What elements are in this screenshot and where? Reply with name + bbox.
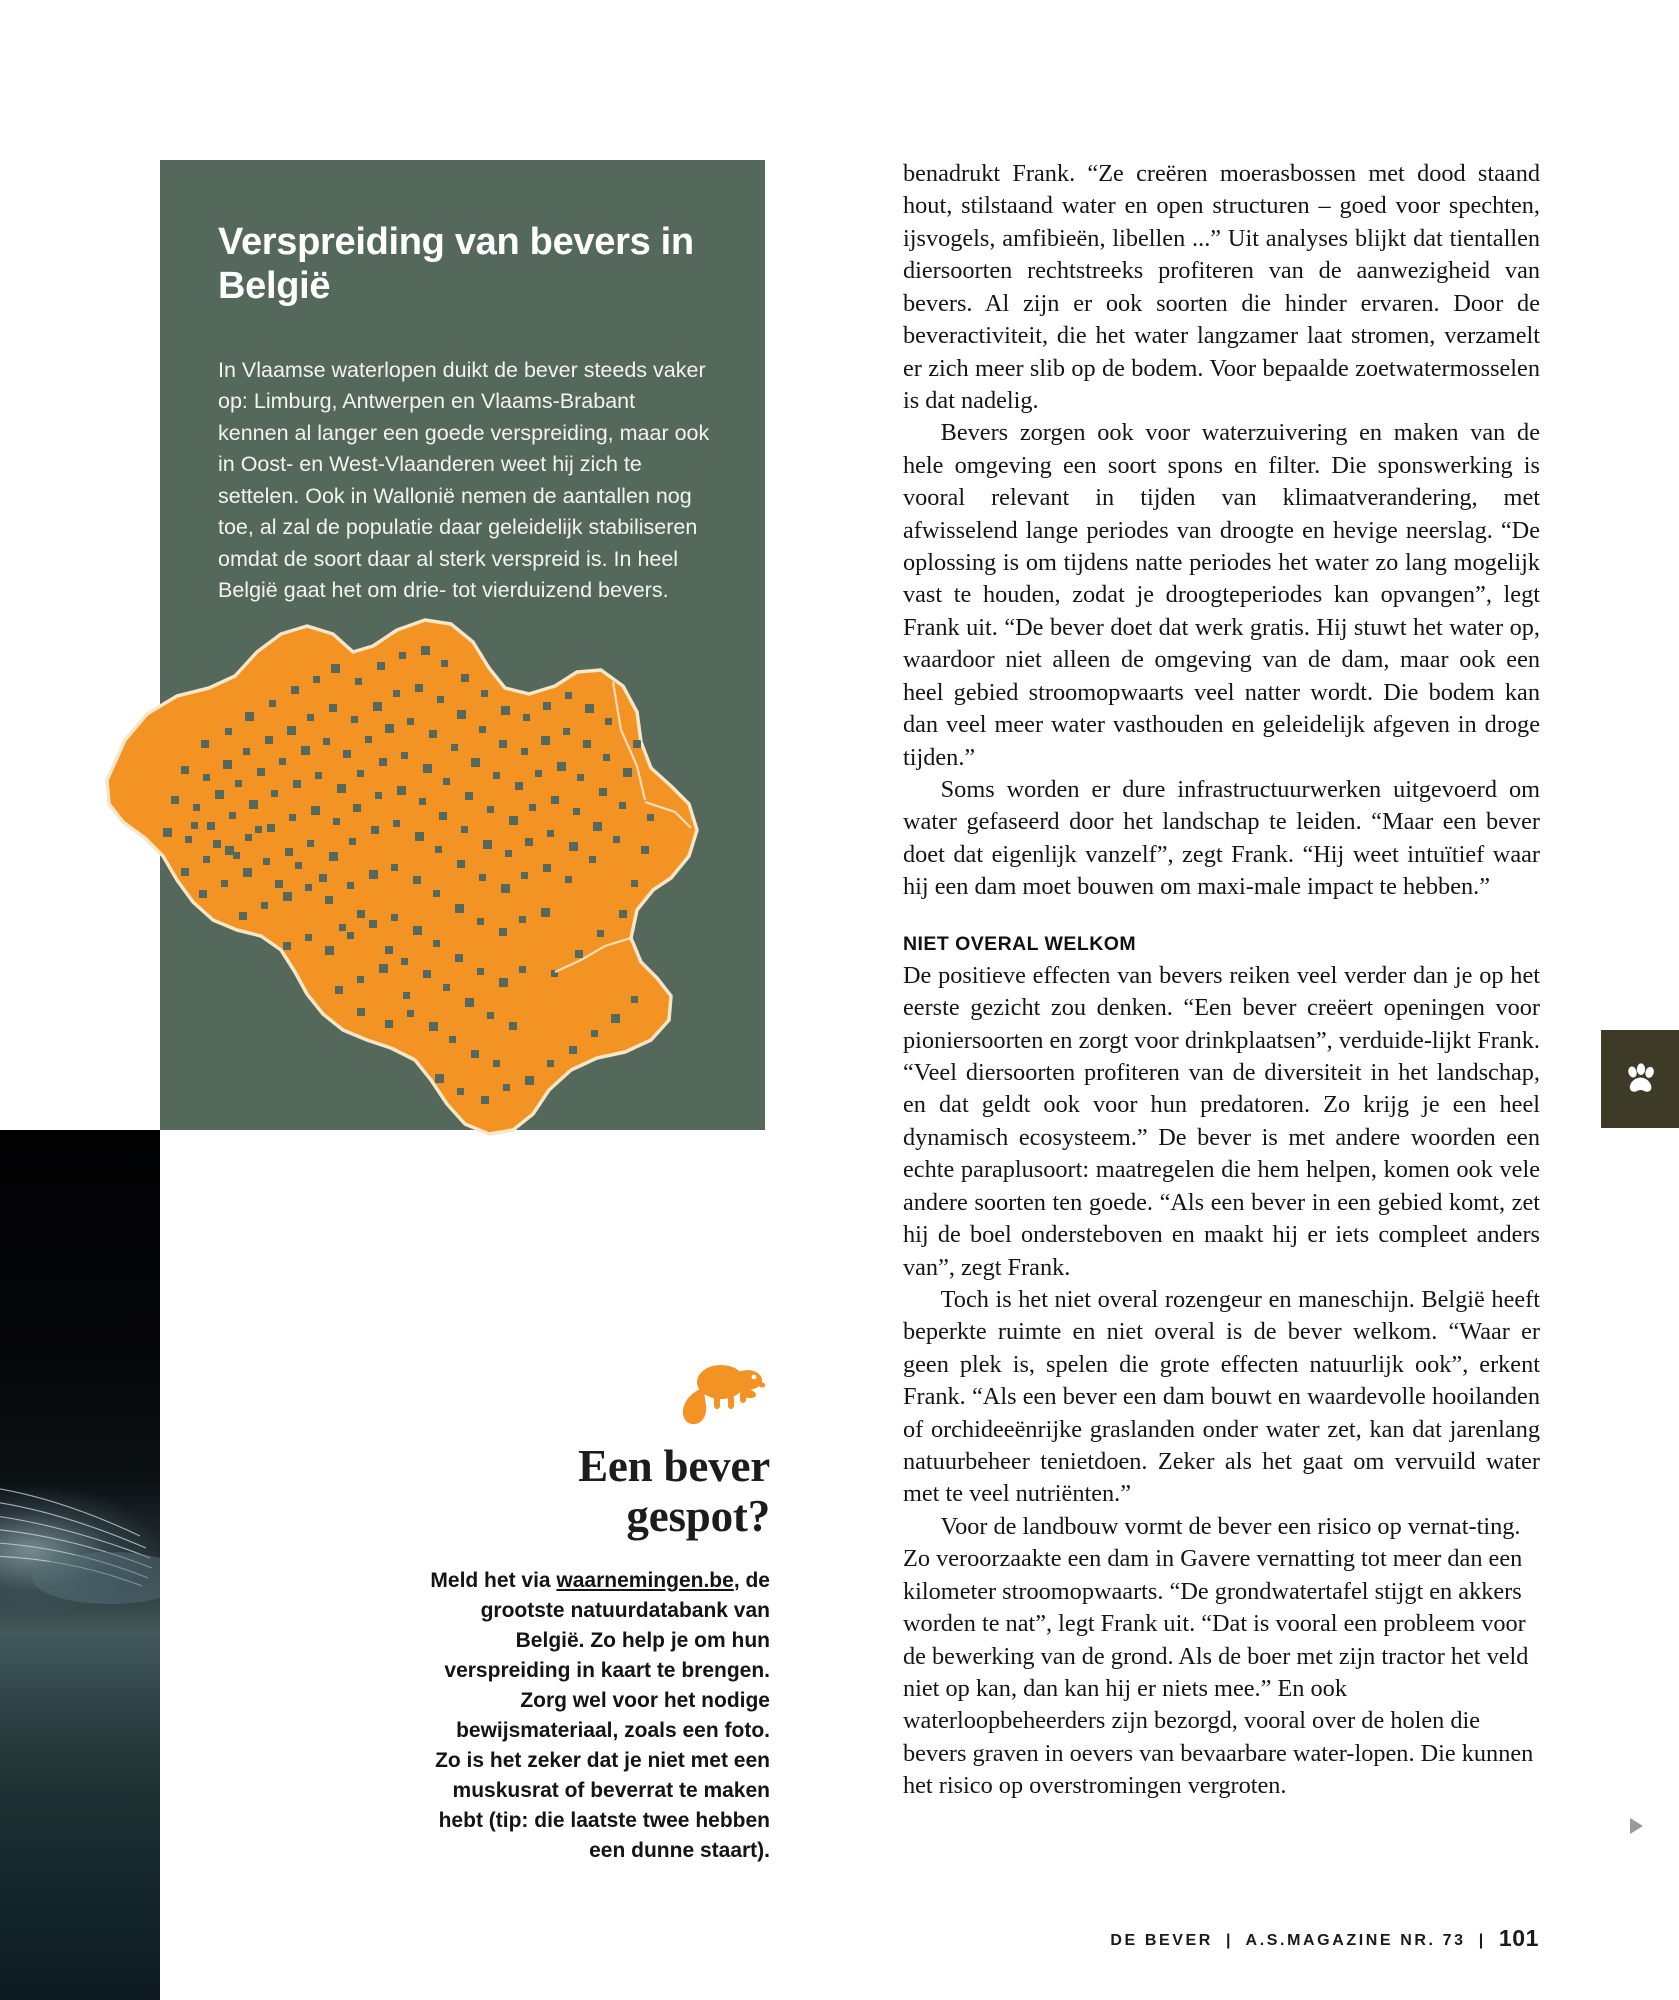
panel-title: Verspreiding van bevers in België xyxy=(218,221,694,308)
spotted-title-line1: Een bever xyxy=(578,1441,770,1491)
spotted-title-line2: gespot? xyxy=(626,1491,770,1542)
footer-separator: | xyxy=(1226,1932,1234,1949)
distribution-panel xyxy=(160,160,765,1130)
article-paragraph: Soms worden er dure infrastructuurwerken uitgevoerd om water gefaseerd door het landschap te leiden. “Maar een bever doet dat eigenlijk vanzelf”, zegt Frank. “Hij weet intuïtief waar hij een dam moet bouwen om maxi-male impact te hebben.” xyxy=(903,776,1540,901)
article-paragraph: De positieve effecten van bevers reiken veel verder dan je op het eerste gezicht zou denken. “Een bever creëert openingen voor pioniersoorten en zorgt voor drinkplaatsen”, verduide-lijkt Frank. “Veel diersoorten profiteren van de diversiteit in het landschap, en dat geldt ook voor hun predatoren. Zo krijg je een heel dynamisch ecosysteem.” De bever is met andere woorden een echte paraplusoort: maatregelen die hem helpen, komen ook vele andere soorten ten goede. “Als een bever in een gebied komt, zet hij de boel ondersteboven en maakt hij er iets compleet anders van”, zegt Frank. xyxy=(903,961,1540,1281)
article-paragraph: Bevers zorgen ook voor waterzuivering en maken van de hele omgeving een soort spons en filter. Die sponswerking is vooral relevant in tijden van klimaatverandering, met afwisselend lange periodes van droogte en hevige neerslag. “De oplossing is om tijdens natte periodes het water zo lang mogelijk vast te houden, zodat je droogteperiodes kan opvangen”, legt Frank uit. “De bever doet dat werk gratis. Hij stuwt het water op, waardoor niet alleen de omgeving van de dam, maar ook een heel gebied stroomopwaarts veel natter wordt. Die bodem kan dan veel meer water vasthouden en geleidelijk afgeven in droge tijden.” xyxy=(903,419,1540,771)
waarnemingen-link[interactable]: waarnemingen.be xyxy=(556,1568,734,1592)
spotted-title xyxy=(430,1441,770,1542)
article-paragraph: benadrukt Frank. “Ze creëren moerasbossen met dood staand hout, stilstaand water en open structuren – goed voor spechten, ijsvogels, amfibieën, libellen ...” Uit analyses blijkt dat tientallen diersoorten rechtstreeks profiteren van de aanwezigheid van bevers. Al zijn er ook soorten die hinder ervaren. Door de beveractiviteit, die het water langzamer laat stromen, verzamelt er zich meer slib op de bodem. Voor bepaalde zoetwatermosselen is dat nadelig. xyxy=(903,160,1540,414)
continue-arrow-icon xyxy=(1630,1818,1643,1834)
beaver-icon xyxy=(674,1355,766,1431)
page-footer xyxy=(1110,1925,1539,1952)
beaver-photo xyxy=(0,1130,160,2000)
spot-a-beaver-block xyxy=(430,1355,770,1866)
paw-print-icon xyxy=(1620,1059,1660,1099)
footer-magazine: A.S.MAGAZINE NR. 73 xyxy=(1245,1932,1466,1949)
paw-section-tab[interactable] xyxy=(1601,1030,1679,1128)
footer-article-name: DE BEVER xyxy=(1110,1932,1213,1949)
spotted-body-after: , de grootste natuurdatabank van België. Zo help je om hun verspreiding in kaart te brengen. Zorg wel voor het nodige bewijsmateriaal, zoals een foto. Zo is het zeker dat je niet met een muskusrat of beverrat te maken hebt (tip: die laatste twee hebben een dunne staart). xyxy=(435,1568,770,1862)
article-subheading: NIET OVERAL WELKOM xyxy=(903,932,1137,955)
page-number: 101 xyxy=(1498,1925,1539,1951)
article-paragraph: Voor de landbouw vormt de bever een risico op vernat-ting. Zo veroorzaakte een dam in Gavere vernatting tot meer dan een kilometer stroomopwaarts. “De grondwatertafel stijgt en akkers worden te nat”, legt Frank uit. “Dat is vooral een probleem voor de bewerking van de grond. Als de boer met zijn tractor het veld niet op kan, dan kan hij er niets mee.” En ook waterloopbeheerders zijn bezorgd, vooral over de holen die bevers graven in oevers van bevaarbare water-lopen. Die kunnen het risico op overstromingen vergroten. xyxy=(903,1512,1534,1800)
article-body-column xyxy=(903,158,1540,1803)
article-paragraph: Toch is het niet overal rozengeur en maneschijn. België heeft beperkte ruimte en niet overal is de bever welkom. “Waar er geen plek is, spelen die grote effecten natuurlijk ook”, erkent Frank. “Als een bever een dam bouwt en waardevolle hooilanden of orchideeënrijke graslanden onder water zet, kan dat jarenlang natuurbeheer tenietdoen. Zeker als het gaat om vervuild water met te veel nutriënten.” xyxy=(903,1285,1540,1508)
spotted-body-before: Meld het via xyxy=(430,1568,557,1592)
spotted-body xyxy=(430,1566,770,1866)
panel-body-text: In Vlaamse waterlopen duikt de bever steeds vaker op: Limburg, Antwerpen en Vlaams-Brabant kennen al langer een goede verspreiding, maar ook in Oost- en West-Vlaanderen weet hij zich te settelen. Ook in Wallonië nemen de aantallen nog toe, al zal de populatie daar geleidelijk stabiliseren omdat de soort daar al sterk verspreid is. In heel België gaat het om drie- tot vierduizend bevers. xyxy=(218,358,710,603)
footer-separator: | xyxy=(1478,1932,1486,1949)
whiskers-decor xyxy=(0,1430,160,1630)
